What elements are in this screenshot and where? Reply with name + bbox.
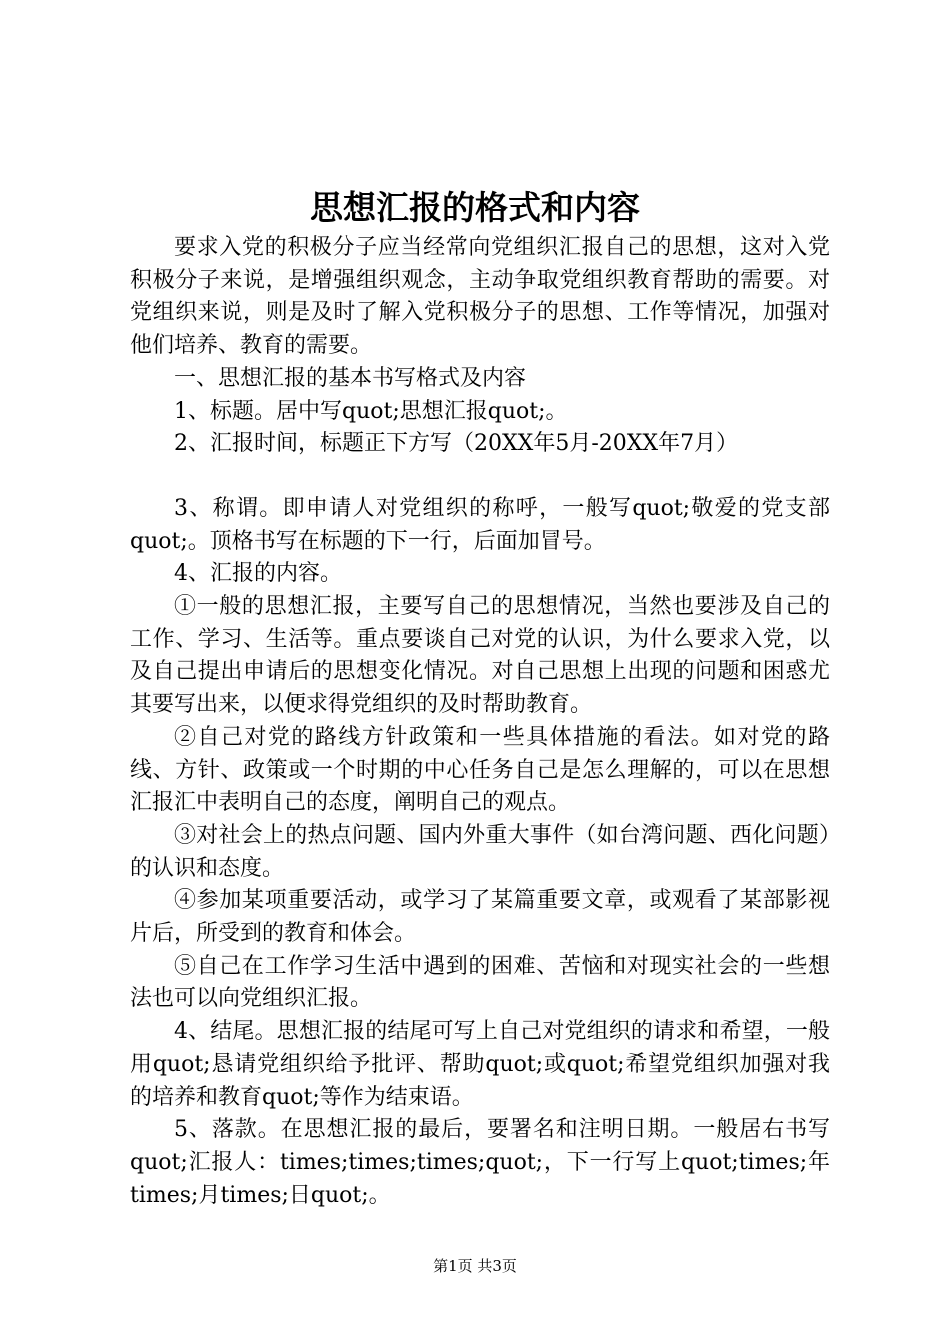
document-title: 思想汇报的格式和内容	[310, 188, 640, 227]
paragraph-intro: 要求入党的积极分子应当经常向党组织汇报自己的思想，这对入党积极分子来说，是增强组织观念，主动争取党组织教育帮助的需要。对党组织来说，则是及时了解入党积极分子的思想、工作等情况，加强对他们培养、教育的需要。	[130, 235, 830, 359]
paragraph-content-1: ①一般的思想汇报，主要写自己的思想情况，当然也要涉及自己的工作、学习、生活等。重点要谈自己对党的认识，为什么要求入党，以及自己提出申请后的思想变化情况。对自己思想上出现的问题和困惑尤其要写出来，以便求得党组织的及时帮助教育。	[130, 594, 830, 718]
paragraph-content-5: ⑤自己在工作学习生活中遇到的困难、苦恼和对现实社会的一些想法也可以向党组织汇报。	[130, 953, 830, 1012]
paragraph-item-title: 1、标题。居中写quot;思想汇报quot;。	[174, 398, 568, 424]
paragraph-section-heading: 一、思想汇报的基本书写格式及内容	[174, 365, 527, 391]
paragraph-item-date: 2、汇报时间，标题正下方写（20XX年5月-20XX年7月）	[174, 431, 739, 457]
document-body	[130, 232, 830, 1212]
page-number-footer: 第1页 共3页	[433, 1257, 517, 1275]
paragraph-content-4: ④参加某项重要活动，或学习了某篇重要文章，或观看了某部影视片后，所受到的教育和体会。	[130, 888, 830, 947]
paragraph-item-salutation: 3、称谓。即申请人对党组织的称呼，一般写quot;敬爱的党支部quot;。顶格书写在标题的下一行，后面加冒号。	[130, 495, 830, 554]
paragraph-item-signature: 5、落款。在思想汇报的最后，要署名和注明日期。一般居右书写quot;汇报人：times;times;times;quot;，下一行写上quot;times;年times;月times;日quot;。	[130, 1117, 830, 1208]
paragraph-item-ending: 4、结尾。思想汇报的结尾可写上自己对党组织的请求和希望，一般用quot;恳请党组织给予批评、帮助quot;或quot;希望党组织加强对我的培养和教育quot;等作为结束语。	[130, 1019, 830, 1110]
paragraph-content-3: ③对社会上的热点问题、国内外重大事件（如台湾问题、西化问题）的认识和态度。	[130, 822, 830, 881]
paragraph-content-2: ②自己对党的路线方针政策和一些具体措施的看法。如对党的路线、方针、政策或一个时期的中心任务自己是怎么理解的，可以在思想汇报汇中表明自己的态度，阐明自己的观点。	[130, 724, 830, 816]
paragraph-item-content: 4、汇报的内容。	[174, 561, 342, 587]
